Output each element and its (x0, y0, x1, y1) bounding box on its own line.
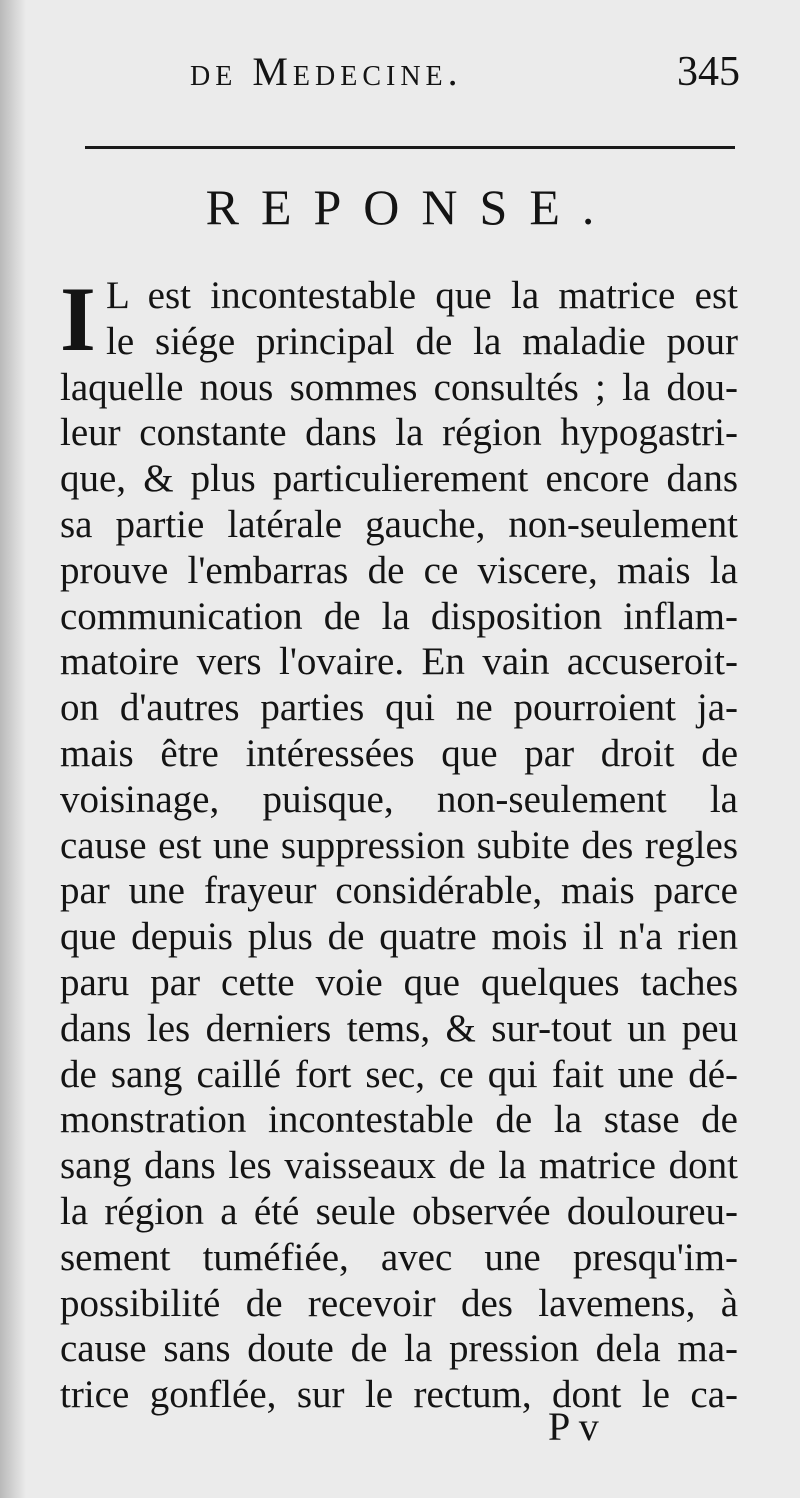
text-line: leur constante dans la région hypogastri- (60, 411, 738, 455)
text-line: monstration incontestable de la stase de (60, 1098, 738, 1142)
text-line: paru par cette voie que quelques taches (60, 960, 738, 1004)
text-line: le siége principal de la maladie pour (106, 319, 738, 363)
text-line: laquelle nous sommes consultés ; la dou- (60, 365, 738, 409)
running-title: de Medecine. (190, 49, 463, 94)
text-line: cause sans doute de la pression dela ma- (60, 1327, 738, 1371)
text-line: dans les derniers tems, & sur-tout un peu (60, 1006, 738, 1050)
text-line: par une frayeur considérable, mais parce (60, 869, 738, 913)
text-line: que, & plus particulierement encore dans (60, 457, 738, 501)
text-line: trice gonflée, sur le rectum, dont le ca- (60, 1373, 738, 1417)
section-heading: REPONSE. (205, 179, 617, 235)
text-line: cause est une suppression subite des regles (60, 823, 738, 867)
body-paragraph (60, 268, 738, 1418)
text-line: de sang caillé fort sec, ce qui fait une dé- (60, 1052, 738, 1096)
signature-mark: P v (548, 1404, 599, 1449)
page-header (180, 48, 740, 108)
text-line: sa partie latérale gauche, non-seulement (60, 502, 738, 546)
text-line: la région a été seule observée douloureu- (60, 1189, 738, 1233)
text-line: sement tuméfiée, avec une presqu'im- (60, 1235, 738, 1279)
text-line: communication de la disposition inflam- (60, 594, 738, 638)
drop-cap: I (60, 268, 96, 370)
text-line: L est incontestable que la matrice est (106, 274, 738, 317)
header-rule (85, 146, 735, 149)
text-line: que depuis plus de quatre mois il n'a rien (60, 915, 738, 959)
text-line: possibilité de recevoir des lavemens, à (60, 1281, 738, 1325)
text-line: sang dans les vaisseaux de la matrice dont (60, 1144, 738, 1188)
text-line: prouve l'embarras de ce viscere, mais la (60, 548, 738, 592)
text-line: matoire vers l'ovaire. En vain accuseroit- (60, 640, 738, 684)
text-line: voisinage, puisque, non-seulement la (60, 777, 738, 821)
text-line: on d'autres parties qui ne pourroient ja- (60, 686, 738, 730)
text-line: mais être intéressées que par droit de (60, 731, 738, 775)
page-number: 345 (677, 49, 740, 95)
